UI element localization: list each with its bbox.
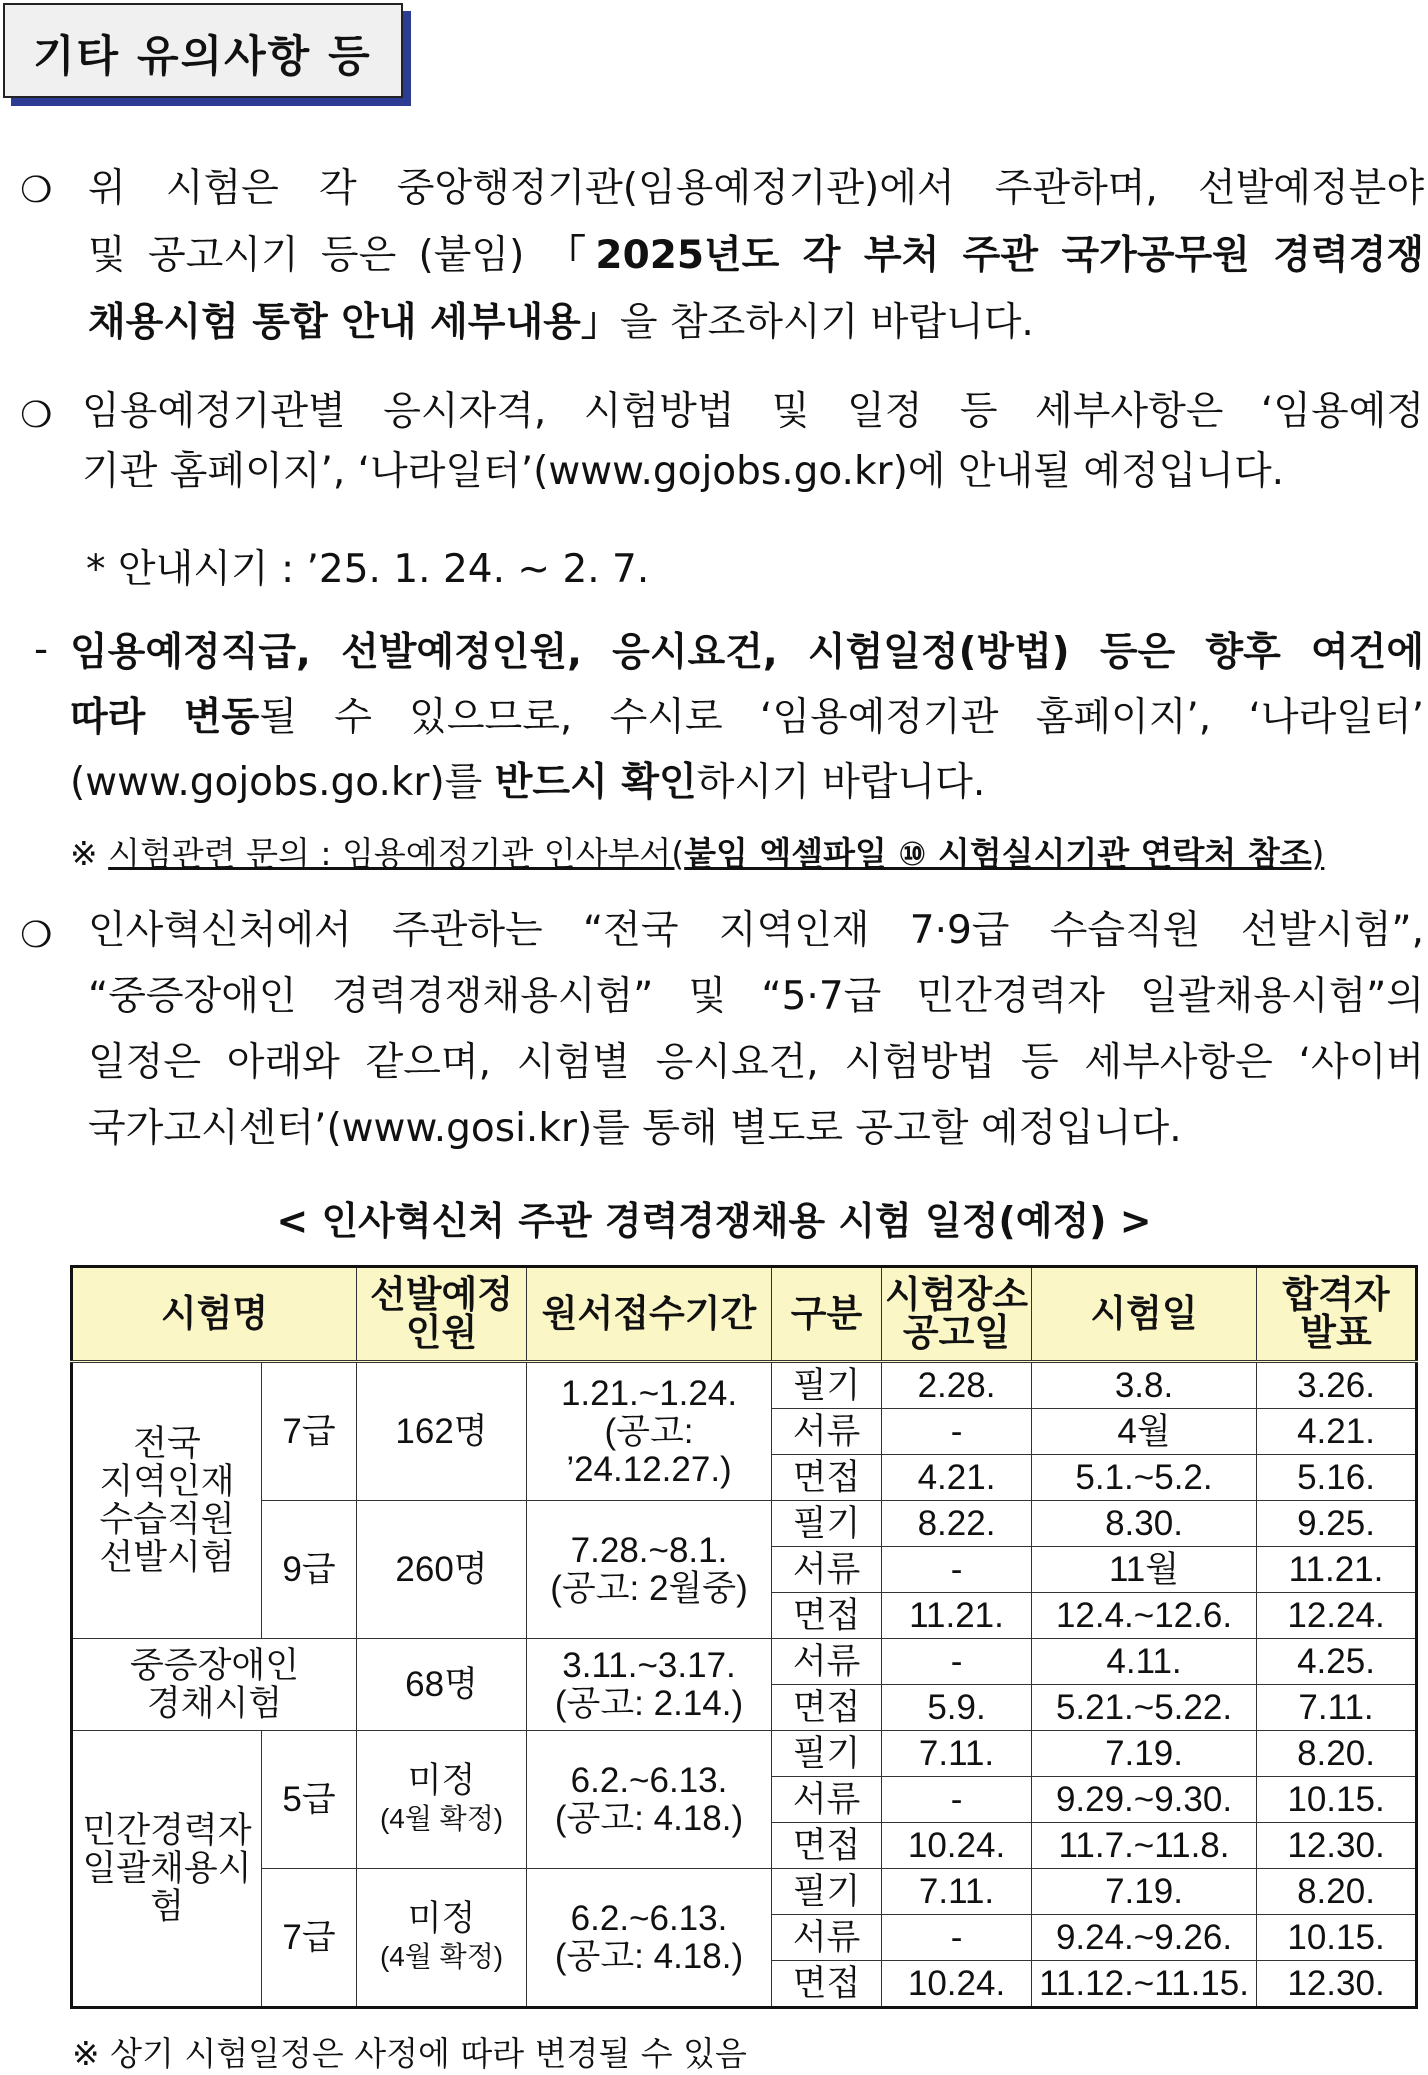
- note-mark: ※: [70, 834, 98, 873]
- table-row: [72, 1869, 1417, 1915]
- exam-date: 4월: [1032, 1409, 1257, 1455]
- exam-type: 면접: [772, 1593, 882, 1639]
- application-period: 1.21.~1.24. (공고: ’24.12.27.): [527, 1362, 772, 1501]
- exam-type: 면접: [772, 1455, 882, 1501]
- bold-span: 반드시 확인: [494, 760, 697, 805]
- result-date: 7.11.: [1257, 1685, 1417, 1731]
- result-date: 9.25.: [1257, 1501, 1417, 1547]
- exam-date: 3.8.: [1032, 1362, 1257, 1409]
- header-date: 시험일: [1032, 1267, 1257, 1362]
- section-title-box: [3, 3, 403, 98]
- paragraph-3: [88, 898, 1424, 1162]
- result-date: 12.30.: [1257, 1823, 1417, 1869]
- result-date: 4.25.: [1257, 1639, 1417, 1685]
- note-text: [108, 834, 1324, 873]
- exam-type: 서류: [772, 1409, 882, 1455]
- exam-name: 전국 지역인재 수습직원 선발시험: [72, 1362, 262, 1639]
- quota-note: (4월 확정): [379, 1802, 504, 1834]
- exam-date: 11.12.~11.15.: [1032, 1961, 1257, 2008]
- venue-date: -: [882, 1409, 1032, 1455]
- exam-date: 4.11.: [1032, 1639, 1257, 1685]
- header-venue: 시험장소 공고일: [882, 1267, 1032, 1362]
- quota-cell: [357, 1869, 527, 2008]
- text-span: 시험관련 문의 : 임용예정기관 인사부서(: [108, 834, 685, 873]
- venue-date: 8.22.: [882, 1501, 1032, 1547]
- venue-date: 10.24.: [882, 1961, 1032, 2008]
- notice-period: * 안내시기 : ’25. 1. 24. ~ 2. 7.: [86, 547, 650, 592]
- bold-span: 따라 변동: [70, 695, 260, 740]
- table-row: [72, 1639, 1417, 1685]
- grade-cell: 7급: [262, 1869, 357, 2008]
- header-exam: 시험명: [72, 1267, 357, 1362]
- table-header-row: [72, 1267, 1417, 1362]
- dash-line-2: [70, 685, 1424, 750]
- paragraph-3-line-4: 국가고시센터’(www.gosi.kr)를 통해 별도로 공고할 예정입니다.: [88, 1106, 1182, 1151]
- grade-cell: 7급: [262, 1362, 357, 1501]
- contact-note: [70, 828, 1324, 875]
- paragraph-3-line-2: “중증장애인 경력경쟁채용시험” 및 “5·7급 민간경력자 일괄채용시험”의: [88, 974, 1424, 1019]
- exam-date: 7.19.: [1032, 1869, 1257, 1915]
- table-caption: < 인사혁신처 주관 경력경쟁채용 시험 일정(예정) >: [276, 1199, 1152, 1243]
- exam-date: 8.30.: [1032, 1501, 1257, 1547]
- exam-type: 서류: [772, 1547, 882, 1593]
- venue-date: 5.9.: [882, 1685, 1032, 1731]
- result-date: 12.24.: [1257, 1593, 1417, 1639]
- result-date: 10.15.: [1257, 1915, 1417, 1961]
- exam-date: 9.24.~9.26.: [1032, 1915, 1257, 1961]
- bullet-marker-1: ❍: [20, 170, 53, 211]
- venue-date: 11.21.: [882, 1593, 1032, 1639]
- exam-date: 7.19.: [1032, 1731, 1257, 1777]
- bullet-marker-2: ❍: [20, 395, 53, 436]
- quota-cell: [357, 1731, 527, 1869]
- venue-date: -: [882, 1915, 1032, 1961]
- exam-type: 서류: [772, 1915, 882, 1961]
- exam-date: 11.7.~11.8.: [1032, 1823, 1257, 1869]
- bold-span: 채용시험 통합 안내 세부내용」: [88, 300, 620, 345]
- exam-type: 서류: [772, 1777, 882, 1823]
- result-date: 10.15.: [1257, 1777, 1417, 1823]
- venue-date: -: [882, 1547, 1032, 1593]
- exam-name: 중증장애인 경채시험: [72, 1639, 357, 1731]
- table-row: [72, 1501, 1417, 1547]
- exam-date: 5.1.~5.2.: [1032, 1455, 1257, 1501]
- text-span: 및 공고시기 등은 (붙임): [88, 233, 547, 278]
- result-date: 3.26.: [1257, 1362, 1417, 1409]
- result-date: 11.21.: [1257, 1547, 1417, 1593]
- header-application: 원서접수기간: [527, 1267, 772, 1362]
- section-title: 기타 유의사항 등: [33, 32, 372, 82]
- exam-type: 필기: [772, 1869, 882, 1915]
- header-quota: 선발예정 인원: [357, 1267, 527, 1362]
- exam-type: 면접: [772, 1961, 882, 2008]
- exam-name: 민간경력자 일괄채용시험: [72, 1731, 262, 2008]
- quota-cell: [357, 1362, 527, 1501]
- exam-type: 면접: [772, 1685, 882, 1731]
- application-period: 3.11.~3.17. (공고: 2.14.): [527, 1639, 772, 1731]
- quota-cell: [357, 1501, 527, 1639]
- footnote: ※ 상기 시험일정은 사정에 따라 변경될 수 있음: [72, 2034, 747, 2073]
- result-date: 8.20.: [1257, 1869, 1417, 1915]
- exam-type: 서류: [772, 1639, 882, 1685]
- exam-date: 12.4.~12.6.: [1032, 1593, 1257, 1639]
- bold-span: 「2025년도 각 부처 주관 국가공무원 경력경쟁: [546, 233, 1424, 278]
- result-date: 8.20.: [1257, 1731, 1417, 1777]
- text-span: ): [1311, 834, 1325, 873]
- exam-date: 11월: [1032, 1547, 1257, 1593]
- paragraph-dash: [70, 620, 1424, 815]
- result-date: 4.21.: [1257, 1409, 1417, 1455]
- paragraph-1-line-2: [88, 222, 1424, 289]
- bold-span: 붙임 엑셀파일 ⑩ 시험실시기관 연락처 참조: [684, 834, 1312, 873]
- dash-line-3: [70, 750, 1424, 815]
- exam-type: 필기: [772, 1362, 882, 1409]
- bullet-marker-3: ❍: [20, 915, 53, 956]
- schedule-table: [70, 1265, 1418, 2009]
- text-span: 하시기 바랍니다.: [696, 760, 986, 805]
- table-body: [72, 1362, 1417, 2008]
- quota-value: 미정: [407, 1760, 476, 1800]
- paragraph-1: [88, 155, 1424, 356]
- grade-cell: 5급: [262, 1731, 357, 1869]
- application-period: 6.2.~6.13. (공고: 4.18.): [527, 1731, 772, 1869]
- quota-note: (4월 확정): [379, 1940, 504, 1972]
- paragraph-1-line-1: 위 시험은 각 중앙행정기관(임용예정기관)에서 주관하며, 선발예정분야: [88, 166, 1424, 211]
- exam-date: 5.21.~5.22.: [1032, 1685, 1257, 1731]
- quota-value: 260명: [395, 1549, 488, 1589]
- dash-line-1: 임용예정직급, 선발예정인원, 응시요건, 시험일정(방법) 등은 향후 여건에: [70, 630, 1424, 675]
- venue-date: -: [882, 1639, 1032, 1685]
- venue-date: 10.24.: [882, 1823, 1032, 1869]
- table-row: [72, 1362, 1417, 1409]
- quota-value: 162명: [395, 1411, 488, 1451]
- venue-date: 7.11.: [882, 1731, 1032, 1777]
- paragraph-2-line-1: 임용예정기관별 응시자격, 시험방법 및 일정 등 세부사항은 ‘임용예정: [82, 389, 1424, 434]
- exam-type: 면접: [772, 1823, 882, 1869]
- paragraph-3-line-1: 인사혁신처에서 주관하는 “전국 지역인재 7·9급 수습직원 선발시험”,: [88, 908, 1424, 953]
- text-span: (www.gojobs.go.kr)를: [70, 760, 495, 805]
- application-period: 7.28.~8.1. (공고: 2월중): [527, 1501, 772, 1639]
- header-result: 합격자 발표: [1257, 1267, 1417, 1362]
- quota-cell: 68명: [357, 1639, 527, 1731]
- paragraph-2: [82, 382, 1424, 502]
- header-type: 구분: [772, 1267, 882, 1362]
- dash-marker: -: [34, 627, 49, 672]
- venue-date: 7.11.: [882, 1869, 1032, 1915]
- venue-date: 2.28.: [882, 1362, 1032, 1409]
- paragraph-2-line-2: 기관 홈페이지’, ‘나라일터’(www.gojobs.go.kr)에 안내될 예정입니다.: [82, 449, 1285, 494]
- venue-date: -: [882, 1777, 1032, 1823]
- paragraph-3-line-3: 일정은 아래와 같으며, 시험별 응시요건, 시험방법 등 세부사항은 ‘사이버: [88, 1040, 1424, 1085]
- exam-type: 필기: [772, 1731, 882, 1777]
- exam-type: 필기: [772, 1501, 882, 1547]
- text-span: 될 수 있으므로, 수시로 ‘임용예정기관 홈페이지’, ‘나라일터’: [259, 695, 1424, 740]
- text-span: 을 참조하시기 바랍니다.: [619, 300, 1034, 345]
- grade-cell: 9급: [262, 1501, 357, 1639]
- exam-date: 9.29.~9.30.: [1032, 1777, 1257, 1823]
- venue-date: 4.21.: [882, 1455, 1032, 1501]
- result-date: 12.30.: [1257, 1961, 1417, 2008]
- paragraph-1-line-3: [88, 289, 1424, 356]
- quota-value: 미정: [407, 1898, 476, 1938]
- table-row: [72, 1731, 1417, 1777]
- result-date: 5.16.: [1257, 1455, 1417, 1501]
- application-period: 6.2.~6.13. (공고: 4.18.): [527, 1869, 772, 2008]
